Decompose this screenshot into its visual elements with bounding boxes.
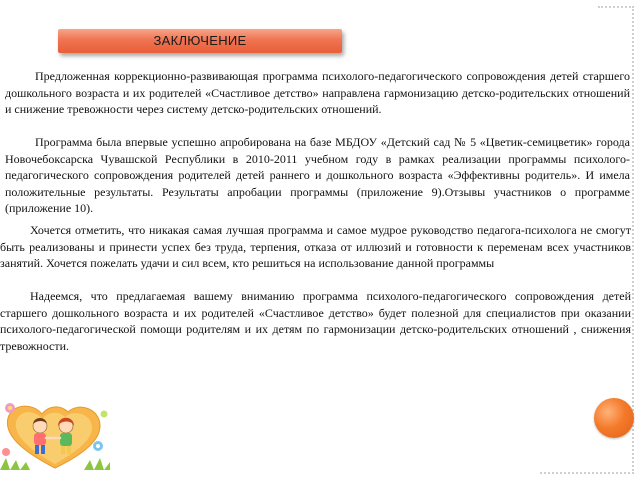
frame-top-border — [598, 6, 634, 8]
frame-right-border — [632, 6, 634, 474]
paragraph-2-text: Программа была впервые успешно апробирована на базе МБДОУ «Детский сад № 5 «Цветик-семицветик» города Новочебоксарска Чувашской Республики в 2010-2011 учебном году в рамках реализации программы психолого-педагогического сопровождения родителей детей раннего и дошкольного возраста «Эффективны родитель». И имела положительные результаты. Результаты апробации программы (приложение 9).Отзывы участников о программе (приложение 10). — [5, 135, 630, 215]
orange-circle-icon — [594, 398, 634, 438]
page-title: ЗАКЛЮЧЕНИЕ — [153, 33, 247, 48]
frame-bottom-border — [540, 472, 634, 474]
paragraph-3 — [0, 222, 631, 272]
paragraph-1 — [5, 68, 630, 118]
children-heart-illustration-icon — [0, 400, 110, 470]
paragraph-4-text: Надеемся, что предлагаемая вашему вниманию программа психолого-педагогического сопровождения детей старшего дошкольного возраста и их родителей «Счастливое детство» будет полезной для специалистов при оказании психолого-педагогической помощи родителям и их детям по гармонизации детско-родительских отношений , снижения тревожности. — [0, 289, 631, 353]
paragraph-4 — [0, 288, 631, 354]
paragraph-1-text: Предложенная коррекционно-развивающая программа психолого-педагогического сопровождения детей старшего дошкольного возраста и их родителей «Счастливое детство» направлена гармонизацию детско-родительских отношений и снижение тревожности через систему детско-родительских отношений. — [5, 69, 630, 116]
title-banner — [58, 29, 342, 53]
paragraph-2 — [5, 134, 630, 217]
paragraph-3-text: Хочется отметить, что никакая самая лучшая программа и самое мудрое руководство педагога-психолога не смогут быть реализованы и принести успех без труда, терпения, отказа от иллюзий и готовности к переменам всех участников занятий. Хочется пожелать удачи и сил всем, кто решиться на использование данной программы — [0, 223, 631, 270]
